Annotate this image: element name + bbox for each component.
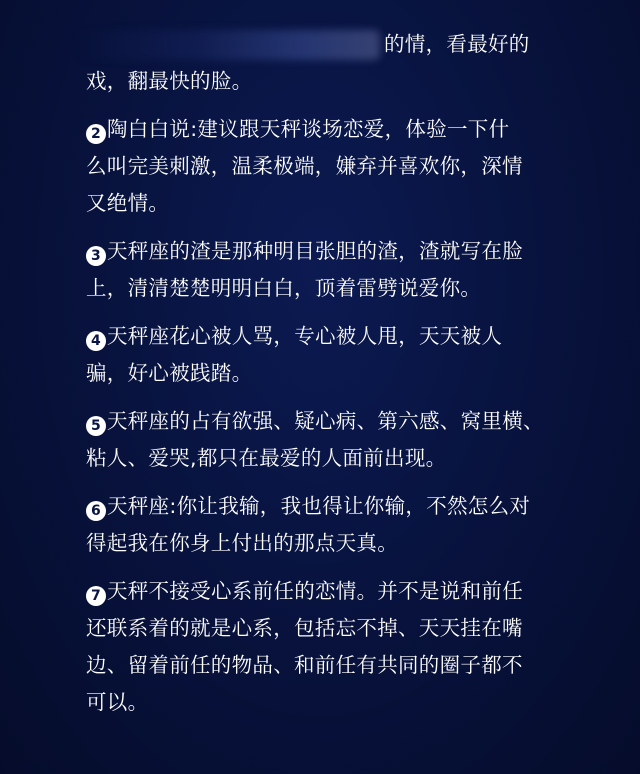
article-text (86, 26, 546, 732)
text-line-content: 天秤座:你让我输，我也得让你输，不然怎么对 (107, 494, 531, 518)
number-badge-3: 3 (86, 246, 106, 266)
paragraph-6 (86, 488, 546, 562)
text-line-content: 陶白白说:建议跟天秤谈场恋爱，体验一下什 (107, 117, 510, 141)
number-badge-2: 2 (86, 124, 106, 144)
paragraph-4 (86, 318, 546, 392)
text-line: 粘人、爱哭,都只在最爱的人面前出现。 (86, 446, 447, 470)
number-badge-4: 4 (86, 331, 106, 351)
text-line (86, 233, 546, 270)
number-badge-7: 7 (86, 586, 106, 606)
text-line: 的情，看最好的 (384, 32, 530, 56)
text-line (86, 573, 546, 610)
text-line: 上，清清楚楚明明白白，顶着雷劈说爱你。 (86, 276, 482, 300)
paragraph-2 (86, 111, 546, 222)
text-line-content: 天秤座花心被人骂，专心被人甩，天天被人 (107, 324, 503, 348)
number-badge-6: 6 (86, 501, 106, 521)
text-line (86, 318, 546, 355)
text-line: 么叫完美刺激，温柔极端，嫌弃并喜欢你，深情 (86, 154, 523, 178)
text-line (86, 111, 546, 148)
text-line: 又绝情。 (86, 191, 170, 215)
text-line-content: 天秤座的占有欲强、疑心病、第六感、窝里横、 (107, 409, 544, 433)
text-line-content: 天秤座的渣是那种明目张胆的渣，渣就写在脸 (107, 239, 523, 263)
paragraph-5 (86, 403, 546, 477)
paragraph-3 (86, 233, 546, 307)
text-line (86, 403, 546, 440)
text-line: 还联系着的就是心系，包括忘不掉、天天挂在嘴 (86, 616, 523, 640)
paragraph-1 (86, 26, 546, 100)
text-line: 可以。 (86, 690, 149, 714)
text-line: 边、留着前任的物品、和前任有共同的圈子都不 (86, 653, 523, 677)
paragraph-7 (86, 573, 546, 721)
text-line-content: 天秤不接受心系前任的恋情。并不是说和前任 (107, 579, 523, 603)
text-line: 戏，翻最快的脸。 (86, 69, 253, 93)
text-line: 骗，好心被践踏。 (86, 361, 253, 385)
text-line: 得起我在你身上付出的那点天真。 (86, 531, 398, 555)
number-badge-5: 5 (86, 416, 106, 436)
text-line (86, 488, 546, 525)
